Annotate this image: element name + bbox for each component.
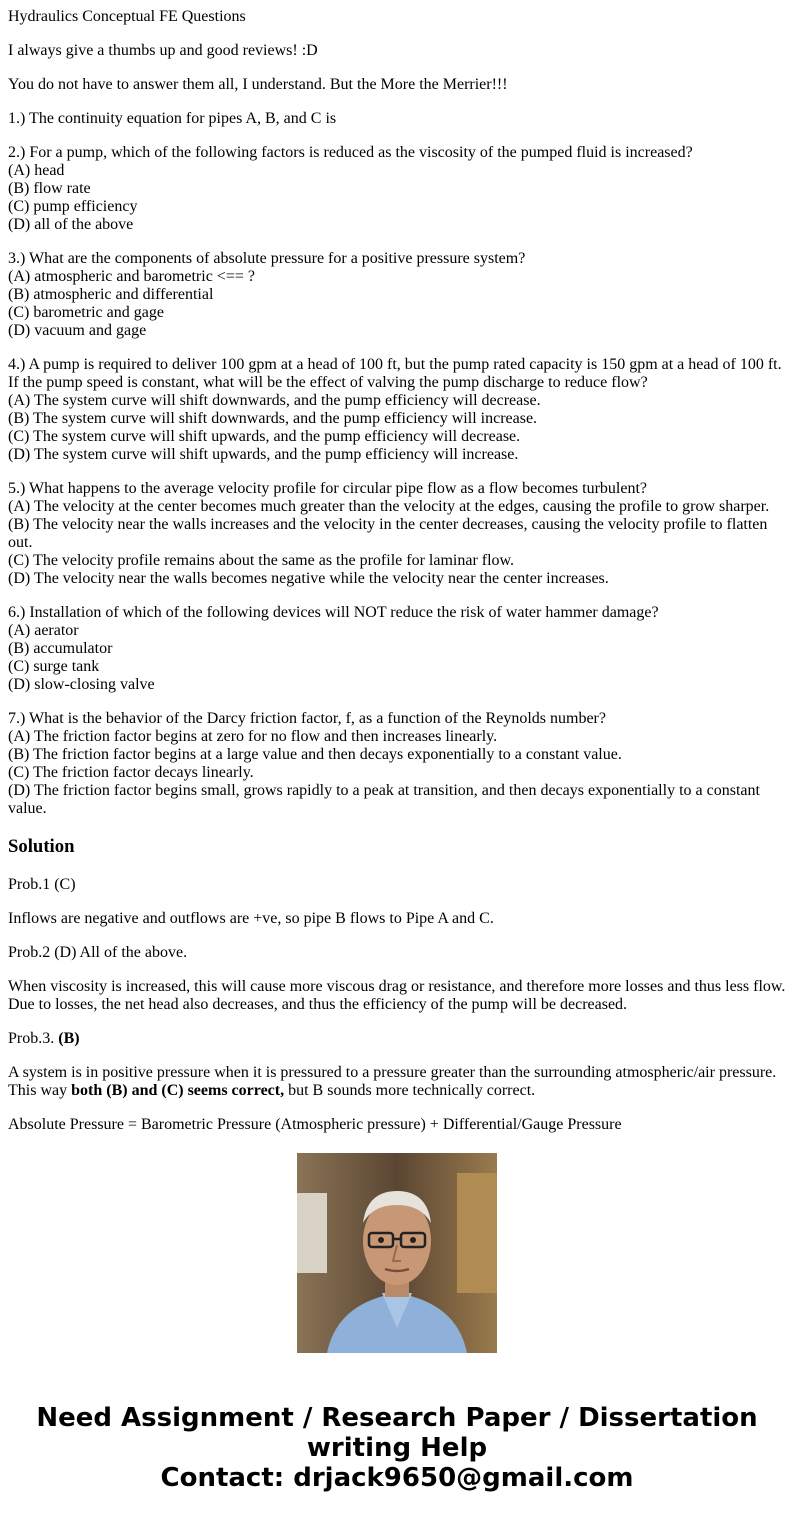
footer-line-2: writing Help <box>306 1433 488 1463</box>
question-3-option-d: (D) vacuum and gage <box>8 322 147 339</box>
question-3-stem: 3.) What are the components of absolute pressure for a positive pressure system? <box>8 250 526 267</box>
solution-prob3-text-a: A system is in positive pressure when it is pressured to a pressure greater than the surrounding atmospheric/air pressure. This way <box>8 1064 777 1099</box>
author-avatar <box>297 1153 497 1353</box>
solution-heading: Solution <box>8 836 75 857</box>
question-3 <box>8 250 794 340</box>
question-5-option-a: (A) The velocity at the center becomes much greater than the velocity at the edges, causing the profile to grow sharper. <box>8 498 770 515</box>
question-6-stem: 6.) Installation of which of the following devices will NOT reduce the risk of water hammer damage? <box>8 604 659 621</box>
question-6-option-a: (A) aerator <box>8 622 79 639</box>
document-page <box>8 0 794 1133</box>
solution-prob3-text <box>8 1064 794 1100</box>
question-2 <box>8 144 794 234</box>
solution-prob3-label <box>8 1030 794 1048</box>
solution-prob2-text: When viscosity is increased, this will cause more viscous drag or resistance, and therefore more losses and thus less flow. Due to losses, the net head also decreases, and thus the efficiency of the pump will be decreased. <box>8 978 786 1013</box>
footer-contact-line: Contact: drjack9650@gmail.com <box>160 1463 634 1493</box>
solution-prob3-prefix: Prob.3. <box>8 1030 59 1047</box>
question-4-option-b: (B) The system curve will shift downwards, and the pump efficiency will increase. <box>8 410 538 427</box>
intro-line-1: I always give a thumbs up and good reviews! :D <box>8 42 318 59</box>
question-7 <box>8 710 794 818</box>
question-5-stem: 5.) What happens to the average velocity profile for circular pipe flow as a flow becomes turbulent? <box>8 480 648 497</box>
question-7-stem: 7.) What is the behavior of the Darcy friction factor, f, as a function of the Reynolds number? <box>8 710 606 727</box>
solution-prob3-answer: (B) <box>58 1030 80 1047</box>
question-2-option-b: (B) flow rate <box>8 180 91 197</box>
question-3-option-a: (A) atmospheric and barometric <== ? <box>8 268 255 285</box>
question-6 <box>8 604 794 694</box>
question-2-option-d: (D) all of the above <box>8 216 134 233</box>
footer-line-1: Need Assignment / Research Paper / Dissertation <box>36 1403 758 1433</box>
document-title: Hydraulics Conceptual FE Questions <box>8 8 246 25</box>
question-2-option-a: (A) head <box>8 162 65 179</box>
question-7-option-a: (A) The friction factor begins at zero for no flow and then increases linearly. <box>8 728 498 745</box>
question-6-option-b: (B) accumulator <box>8 640 113 657</box>
question-5-option-c: (C) The velocity profile remains about the same as the profile for laminar flow. <box>8 552 515 569</box>
intro-line-2: You do not have to answer them all, I understand. But the More the Merrier!!! <box>8 76 508 93</box>
question-4-stem: 4.) A pump is required to deliver 100 gpm at a head of 100 ft, but the pump rated capacity is 150 gpm at a head of 100 ft. If the pump speed is constant, what will be the effect of valving the pump discharge to reduce flow? <box>8 356 782 391</box>
question-1-stem: 1.) The continuity equation for pipes A, B, and C is <box>8 110 337 127</box>
question-3-option-b: (B) atmospheric and differential <box>8 286 214 303</box>
question-4-option-c: (C) The system curve will shift upwards, and the pump efficiency will decrease. <box>8 428 521 445</box>
solution-prob3-text-b: but B sounds more technically correct. <box>284 1082 536 1099</box>
author-portrait-graphic <box>297 1153 497 1353</box>
solution-prob3-text-bold: both (B) and (C) seems correct, <box>71 1082 285 1099</box>
question-5 <box>8 480 794 588</box>
question-6-option-d: (D) slow-closing valve <box>8 676 155 693</box>
question-4-option-a: (A) The system curve will shift downwards, and the pump efficiency will decrease. <box>8 392 541 409</box>
question-4-option-d: (D) The system curve will shift upwards, and the pump efficiency will increase. <box>8 446 519 463</box>
solution-prob2-label: Prob.2 (D) All of the above. <box>8 944 188 961</box>
question-6-option-c: (C) surge tank <box>8 658 100 675</box>
question-4 <box>8 356 794 464</box>
contact-footer <box>0 1403 794 1493</box>
question-5-option-d: (D) The velocity near the walls becomes negative while the velocity near the center increases. <box>8 570 609 587</box>
solution-prob1-label: Prob.1 (C) <box>8 876 76 893</box>
solution-prob1-text: Inflows are negative and outflows are +ve, so pipe B flows to Pipe A and C. <box>8 910 494 927</box>
question-2-stem: 2.) For a pump, which of the following factors is reduced as the viscosity of the pumped fluid is increased? <box>8 144 693 161</box>
question-1 <box>8 110 794 128</box>
question-5-option-b: (B) The velocity near the walls increases and the velocity in the center decreases, causing the velocity profile to flatten out. <box>8 516 768 551</box>
question-7-option-d: (D) The friction factor begins small, grows rapidly to a peak at transition, and then decays exponentially to a constant value. <box>8 782 760 817</box>
question-3-option-c: (C) barometric and gage <box>8 304 164 321</box>
question-7-option-b: (B) The friction factor begins at a large value and then decays exponentially to a constant value. <box>8 746 622 763</box>
question-7-option-c: (C) The friction factor decays linearly. <box>8 764 254 781</box>
question-2-option-c: (C) pump efficiency <box>8 198 138 215</box>
solution-prob3-cut-line: Absolute Pressure = Barometric Pressure (Atmospheric pressure) + Differential/Gauge Pressure <box>8 1116 622 1133</box>
